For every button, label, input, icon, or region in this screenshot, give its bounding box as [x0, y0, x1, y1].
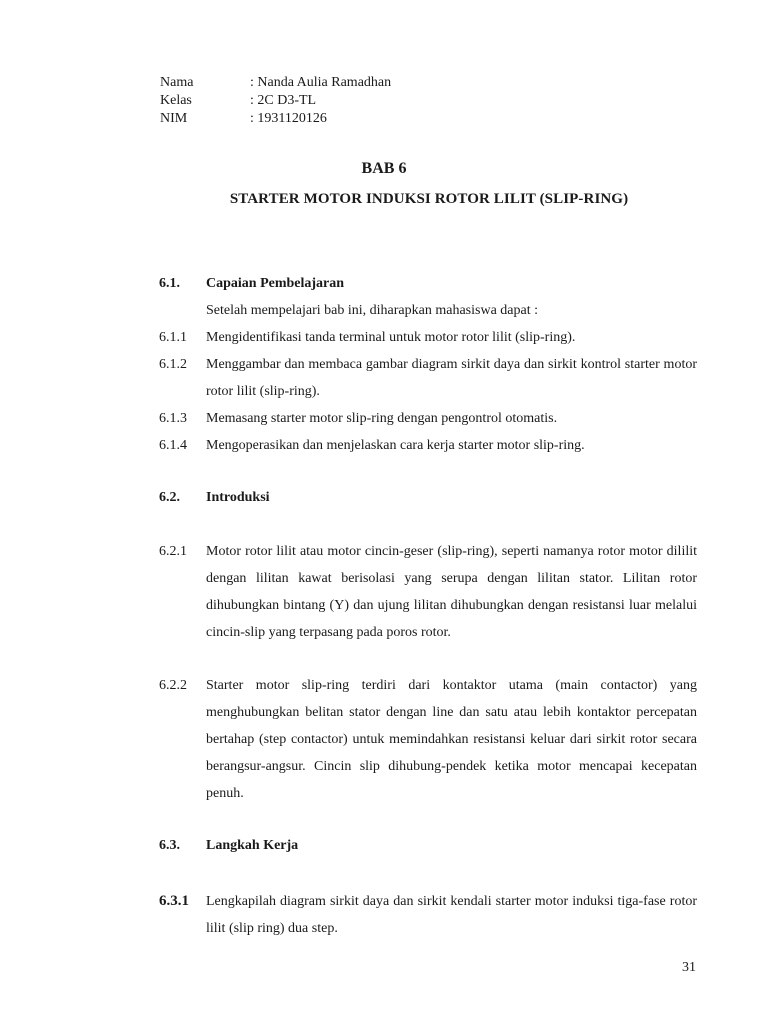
item-text: Menggambar dan membaca gambar diagram sirkit daya dan sirkit kontrol starter motor rotor lilit (slip-ring). [206, 357, 697, 399]
item-number: 6.1.2 [159, 357, 187, 372]
page-number: 31 [682, 960, 696, 975]
section-number: 6.2. [159, 490, 180, 505]
info-row-nim [160, 110, 391, 128]
paragraph-6-2-1 [159, 538, 697, 646]
list-item-6-1-3 [159, 405, 697, 432]
info-label: NIM [160, 111, 188, 126]
item-text: Mengidentifikasi tanda terminal untuk motor rotor lilit (slip-ring). [206, 330, 576, 345]
item-text: Memasang starter motor slip-ring dengan pengontrol otomatis. [206, 411, 558, 426]
info-row-nama [160, 74, 391, 92]
list-item-6-1-1 [159, 324, 697, 351]
section-number: 6.1. [159, 276, 180, 291]
info-label: Nama [160, 75, 194, 90]
item-number: 6.1.1 [159, 330, 187, 345]
info-value: : Nanda Aulia Ramadhan [250, 75, 392, 90]
item-number: 6.1.3 [159, 411, 187, 426]
chapter-title: STARTER MOTOR INDUKSI ROTOR LILIT (SLIP-RING) [229, 191, 629, 207]
info-value: : 1931120126 [250, 111, 327, 126]
list-item-6-3-1 [159, 888, 697, 942]
section-number: 6.3. [159, 838, 180, 853]
student-info [160, 74, 391, 128]
chapter-number: BAB 6 [361, 160, 407, 177]
section-heading: Langkah Kerja [206, 838, 299, 853]
section-heading-6-1 [159, 270, 697, 297]
item-text: Lengkapilah diagram sirkit daya dan sirkit kendali starter motor induksi tiga-fase rotor lilit (slip ring) dua step. [206, 894, 697, 936]
item-number: 6.3.1 [159, 893, 189, 909]
item-text: Mengoperasikan dan menjelaskan cara kerja starter motor slip-ring. [206, 438, 585, 453]
info-row-kelas [160, 92, 391, 110]
list-item-6-1-2 [159, 351, 697, 405]
item-number: 6.1.4 [159, 438, 187, 453]
item-text: Motor rotor lilit atau motor cincin-geser (slip-ring), seperti namanya rotor motor dililit dengan lilitan kawat berisolasi yang serupa dengan lilitan stator. Lilitan rotor dihubungkan bintang (Y) dan ujung lilitan dihubungkan dengan resistansi luar melalui cincin-slip yang terpasang pada poros rotor. [206, 544, 697, 640]
info-label: Kelas [160, 93, 192, 108]
paragraph-6-2-2 [159, 672, 697, 807]
item-text: Starter motor slip-ring terdiri dari kontaktor utama (main contactor) yang menghubungkan belitan stator dengan line dan satu atau lebih kontaktor percepatan bertahap (step contactor) untuk memindahkan resistansi keluar dari sirkit rotor secara berangsur-angsur. Cincin slip dihubung-pendek ketika motor mencapai kecepatan penuh. [206, 678, 697, 801]
section-intro: Setelah mempelajari bab ini, diharapkan mahasiswa dapat : [206, 303, 538, 318]
section-heading: Capaian Pembelajaran [206, 276, 345, 291]
section-heading-6-3 [159, 832, 697, 859]
section-heading: Introduksi [206, 490, 270, 505]
item-number: 6.2.1 [159, 544, 187, 559]
info-value: : 2C D3-TL [250, 93, 317, 108]
list-item-6-1-4 [159, 432, 697, 459]
section-heading-6-2 [159, 484, 697, 511]
item-number: 6.2.2 [159, 678, 187, 693]
